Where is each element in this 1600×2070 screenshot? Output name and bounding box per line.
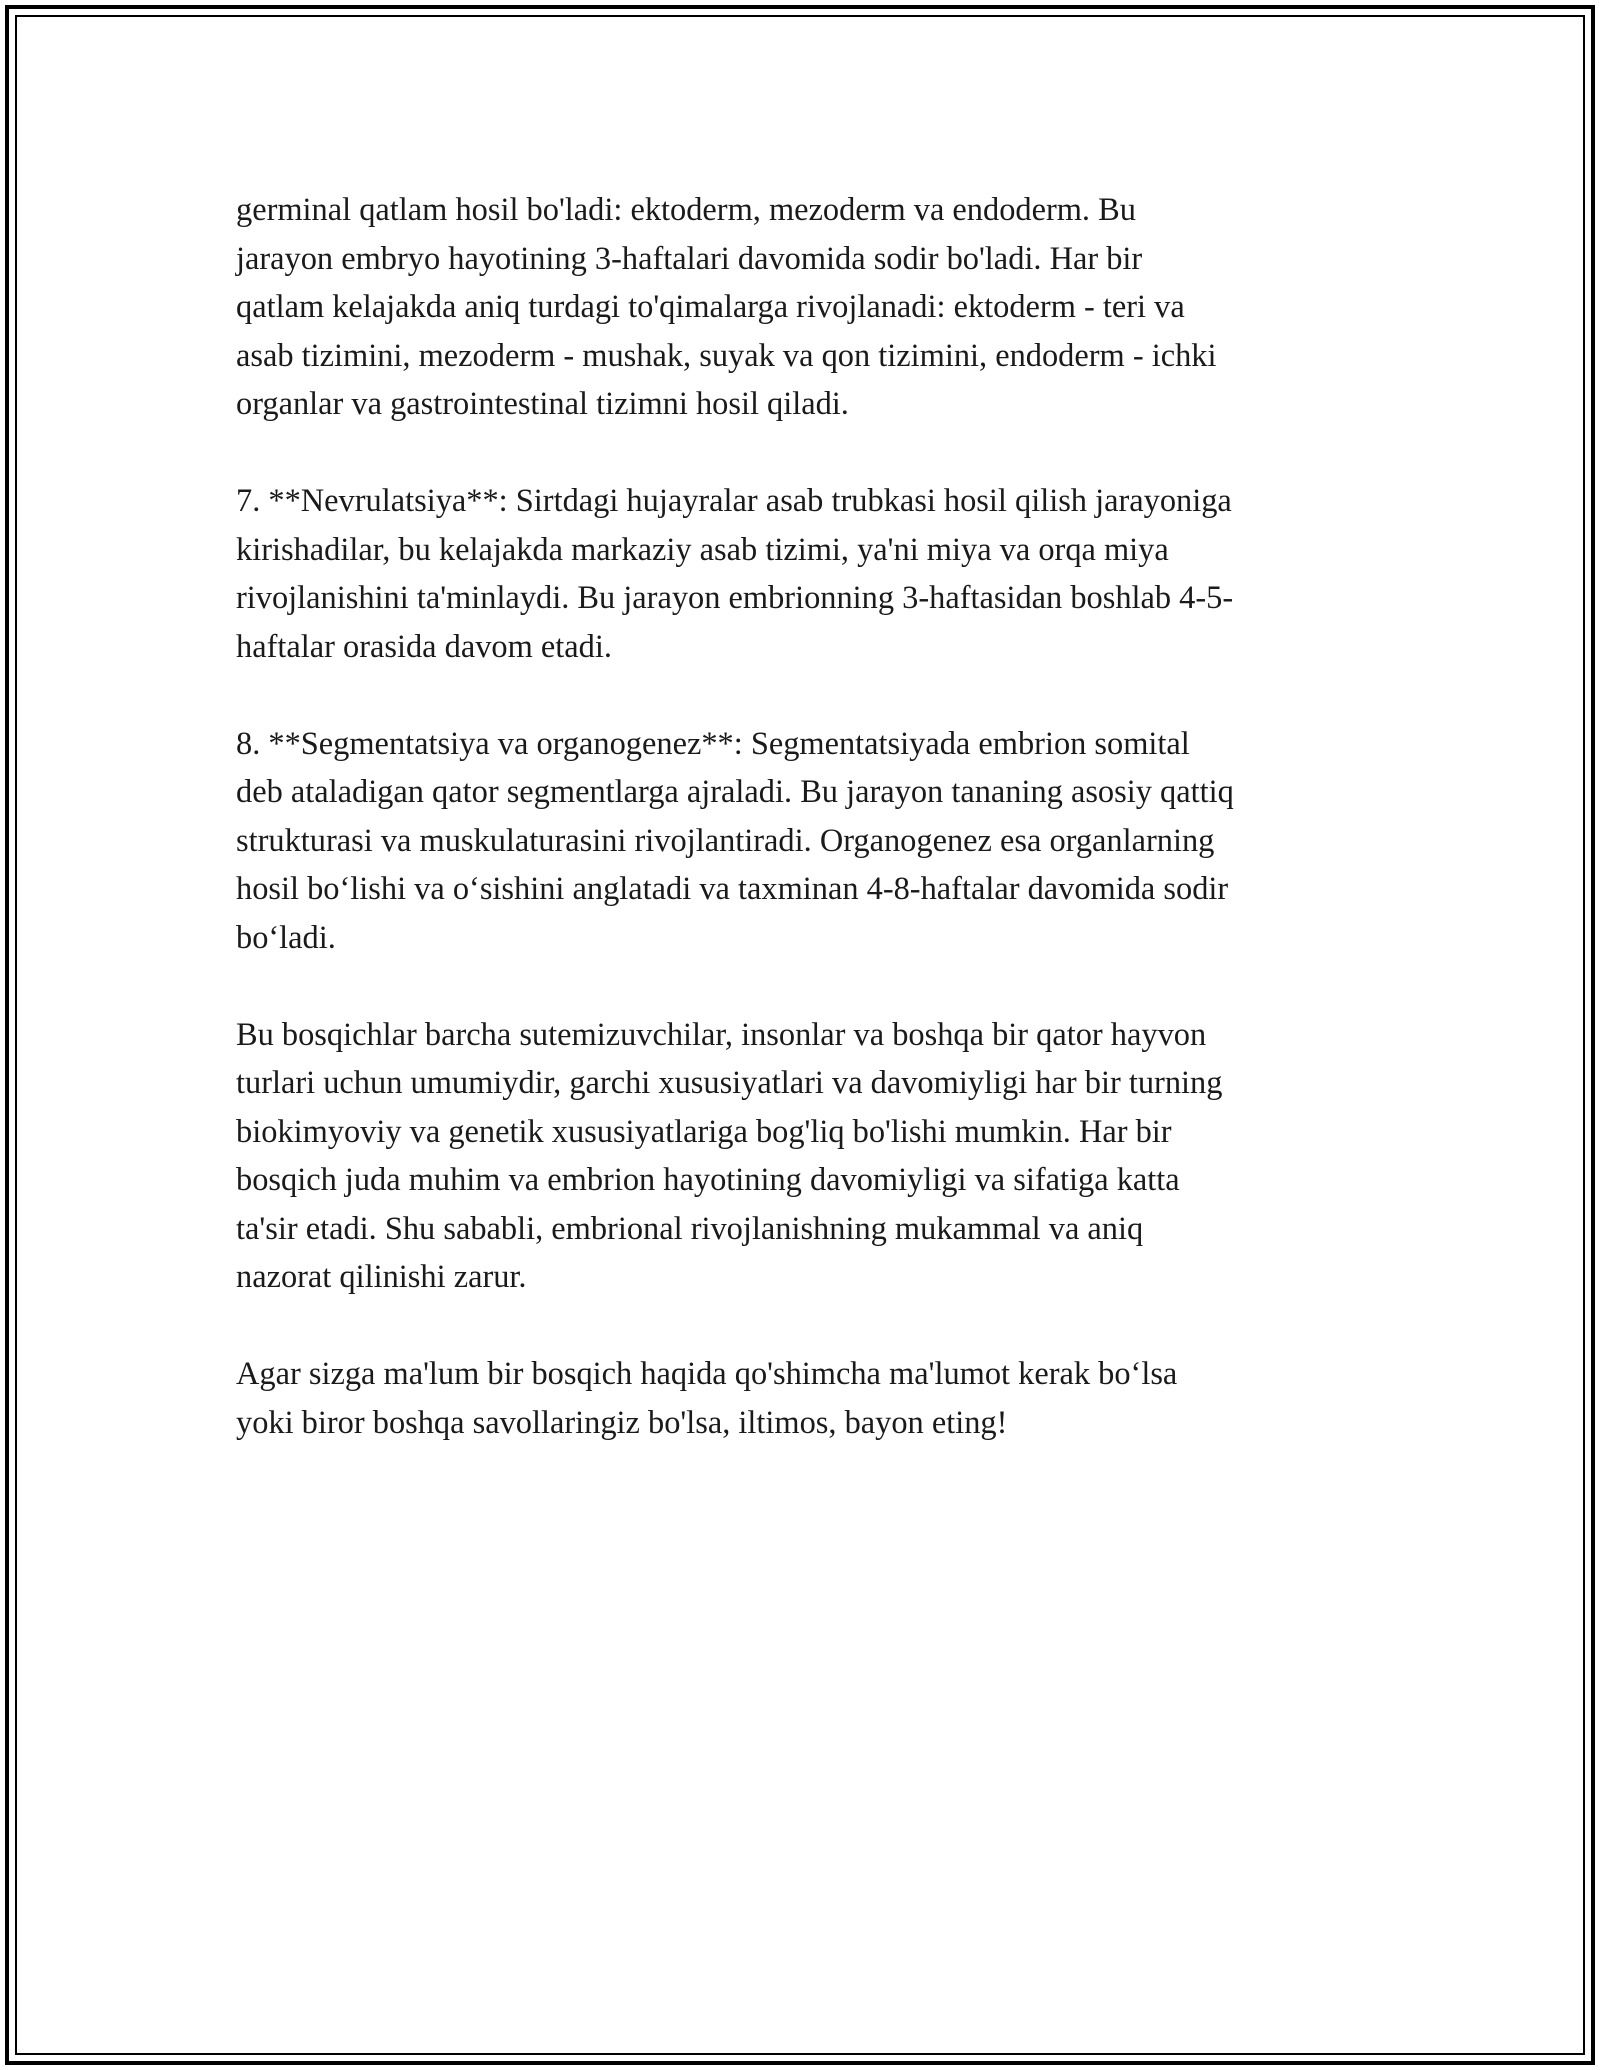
document-body bbox=[236, 186, 1396, 1496]
paragraph-summary: Bu bosqichlar barcha sutemizuvchilar, insonlar va boshqa bir qator hayvon turlari uchun umumiydir, garchi xususiyatlari va davomiyligi har bir turning biokimyoviy va genetik xususiyatlariga bog'liq bo'lishi mumkin. Har bir bosqich juda muhim va embrion hayotining davomiyligi va sifatiga katta ta'sir etadi. Shu sababli, embrional rivojlanishning mukammal va aniq nazorat qilinishi zarur. bbox=[236, 1016, 1223, 1295]
paragraph-neurulation: 7. **Nevrulatsiya**: Sirtdagi hujayralar asab trubkasi hosil qilish jarayoniga kirishadilar, bu kelajakda markaziy asab tizimi, ya'ni miya va orqa miya rivojlanishini ta'minlaydi. Bu jarayon embrionning 3-haftasidan boshlab 4-5- haftalar orasida davom etadi. bbox=[236, 483, 1234, 665]
paragraph-segmentation-organogenesis: 8. **Segmentatsiya va organogenez**: Segmentatsiyada embrion somital deb ataladigan qator segmentlarga ajraladi. Bu jarayon tananing asosiy qattiq strukturasi va muskulaturasini rivojlantiradi. Organogenez esa organlarning hosil bo‘lishi va o‘sishini anglatadi va taxminan 4-8-haftalar davomida sodir bo‘ladi. bbox=[236, 725, 1234, 956]
paragraph-closing: Agar sizga ma'lum bir bosqich haqida qo'shimcha ma'lumot kerak bo‘lsa yoki biror boshqa savollaringiz bo'lsa, iltimos, bayon eting! bbox=[236, 1356, 1178, 1441]
paragraph-germinal-layers: germinal qatlam hosil bo'ladi: ektoderm, mezoderm va endoderm. Bu jarayon embryo hayotining 3-haftalari davomida sodir bo'ladi. Har bir qatlam kelajakda aniq turdagi to'qimalarga rivojlanadi: ektoderm - teri va asab tizimini, mezoderm - mushak, suyak va qon tizimini, endoderm - ichki organlar va gastrointestinal tizimni hosil qiladi. bbox=[236, 192, 1217, 422]
